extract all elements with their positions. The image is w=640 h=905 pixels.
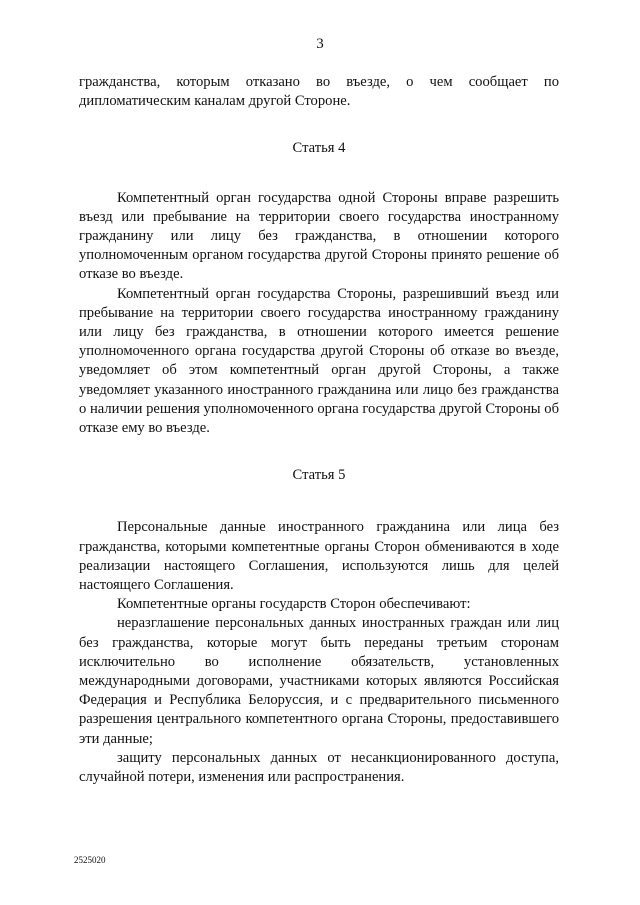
article-5-heading: Статья 5 [292, 467, 346, 484]
document-code: 2525020 [74, 855, 106, 865]
article-4-paragraph-2: Компетентный орган государства Стороны, разрешивший въезд или пребывание на территории своего государства иностранному гражданину или лицу без гражданства, в отношении которого имеется решение уполномоченного органа государства другой Стороны об отказе во въезде, уведомляет об этом компетентный орган другой Стороны, а также уведомляет указанного иностранного гражданина или лицо без гражданства о наличии решения уполномоченного органа государства другой Стороны об отказе ему во въезде. [79, 285, 559, 437]
article-5-paragraph-3: неразглашение персональных данных иностранных граждан или лиц без гражданства, которые могут быть переданы третьим сторонам исключительно во исполнение обязательств, установленных международными договорами, участниками которых являются Российская Федерация и Республика Белоруссия, и с предварительного письменного разрешения центрального компетентного органа Стороны, предоставившего эти данные; [79, 615, 559, 747]
page-number: 3 [316, 36, 324, 52]
continuation-paragraph: гражданства, которым отказано во въезде, о чем сообщает по дипломатическим каналам другой Стороне. [79, 74, 559, 110]
article-5-paragraph-4: защиту персональных данных от несанкционированного доступа, случайной потери, изменения или распространения. [79, 749, 559, 786]
document-body [79, 73, 559, 787]
article-4-paragraph-1: Компетентный орган государства одной Стороны вправе разрешить въезд или пребывание на территории своего государства иностранному гражданину или лицу без гражданства, в отношении которого уполномоченным органом государства другой Стороны принято решение об отказе во въезде. [79, 189, 559, 283]
article-5-paragraph-2: Компетентные органы государств Сторон обеспечивают: [117, 596, 471, 613]
article-4-heading: Статья 4 [292, 140, 346, 157]
article-5-paragraph-1: Персональные данные иностранного гражданина или лица без гражданства, которыми компетентные органы Сторон обмениваются в ходе реализации настоящего Соглашения, используются лишь для целей настоящего Соглашения. [79, 519, 559, 594]
